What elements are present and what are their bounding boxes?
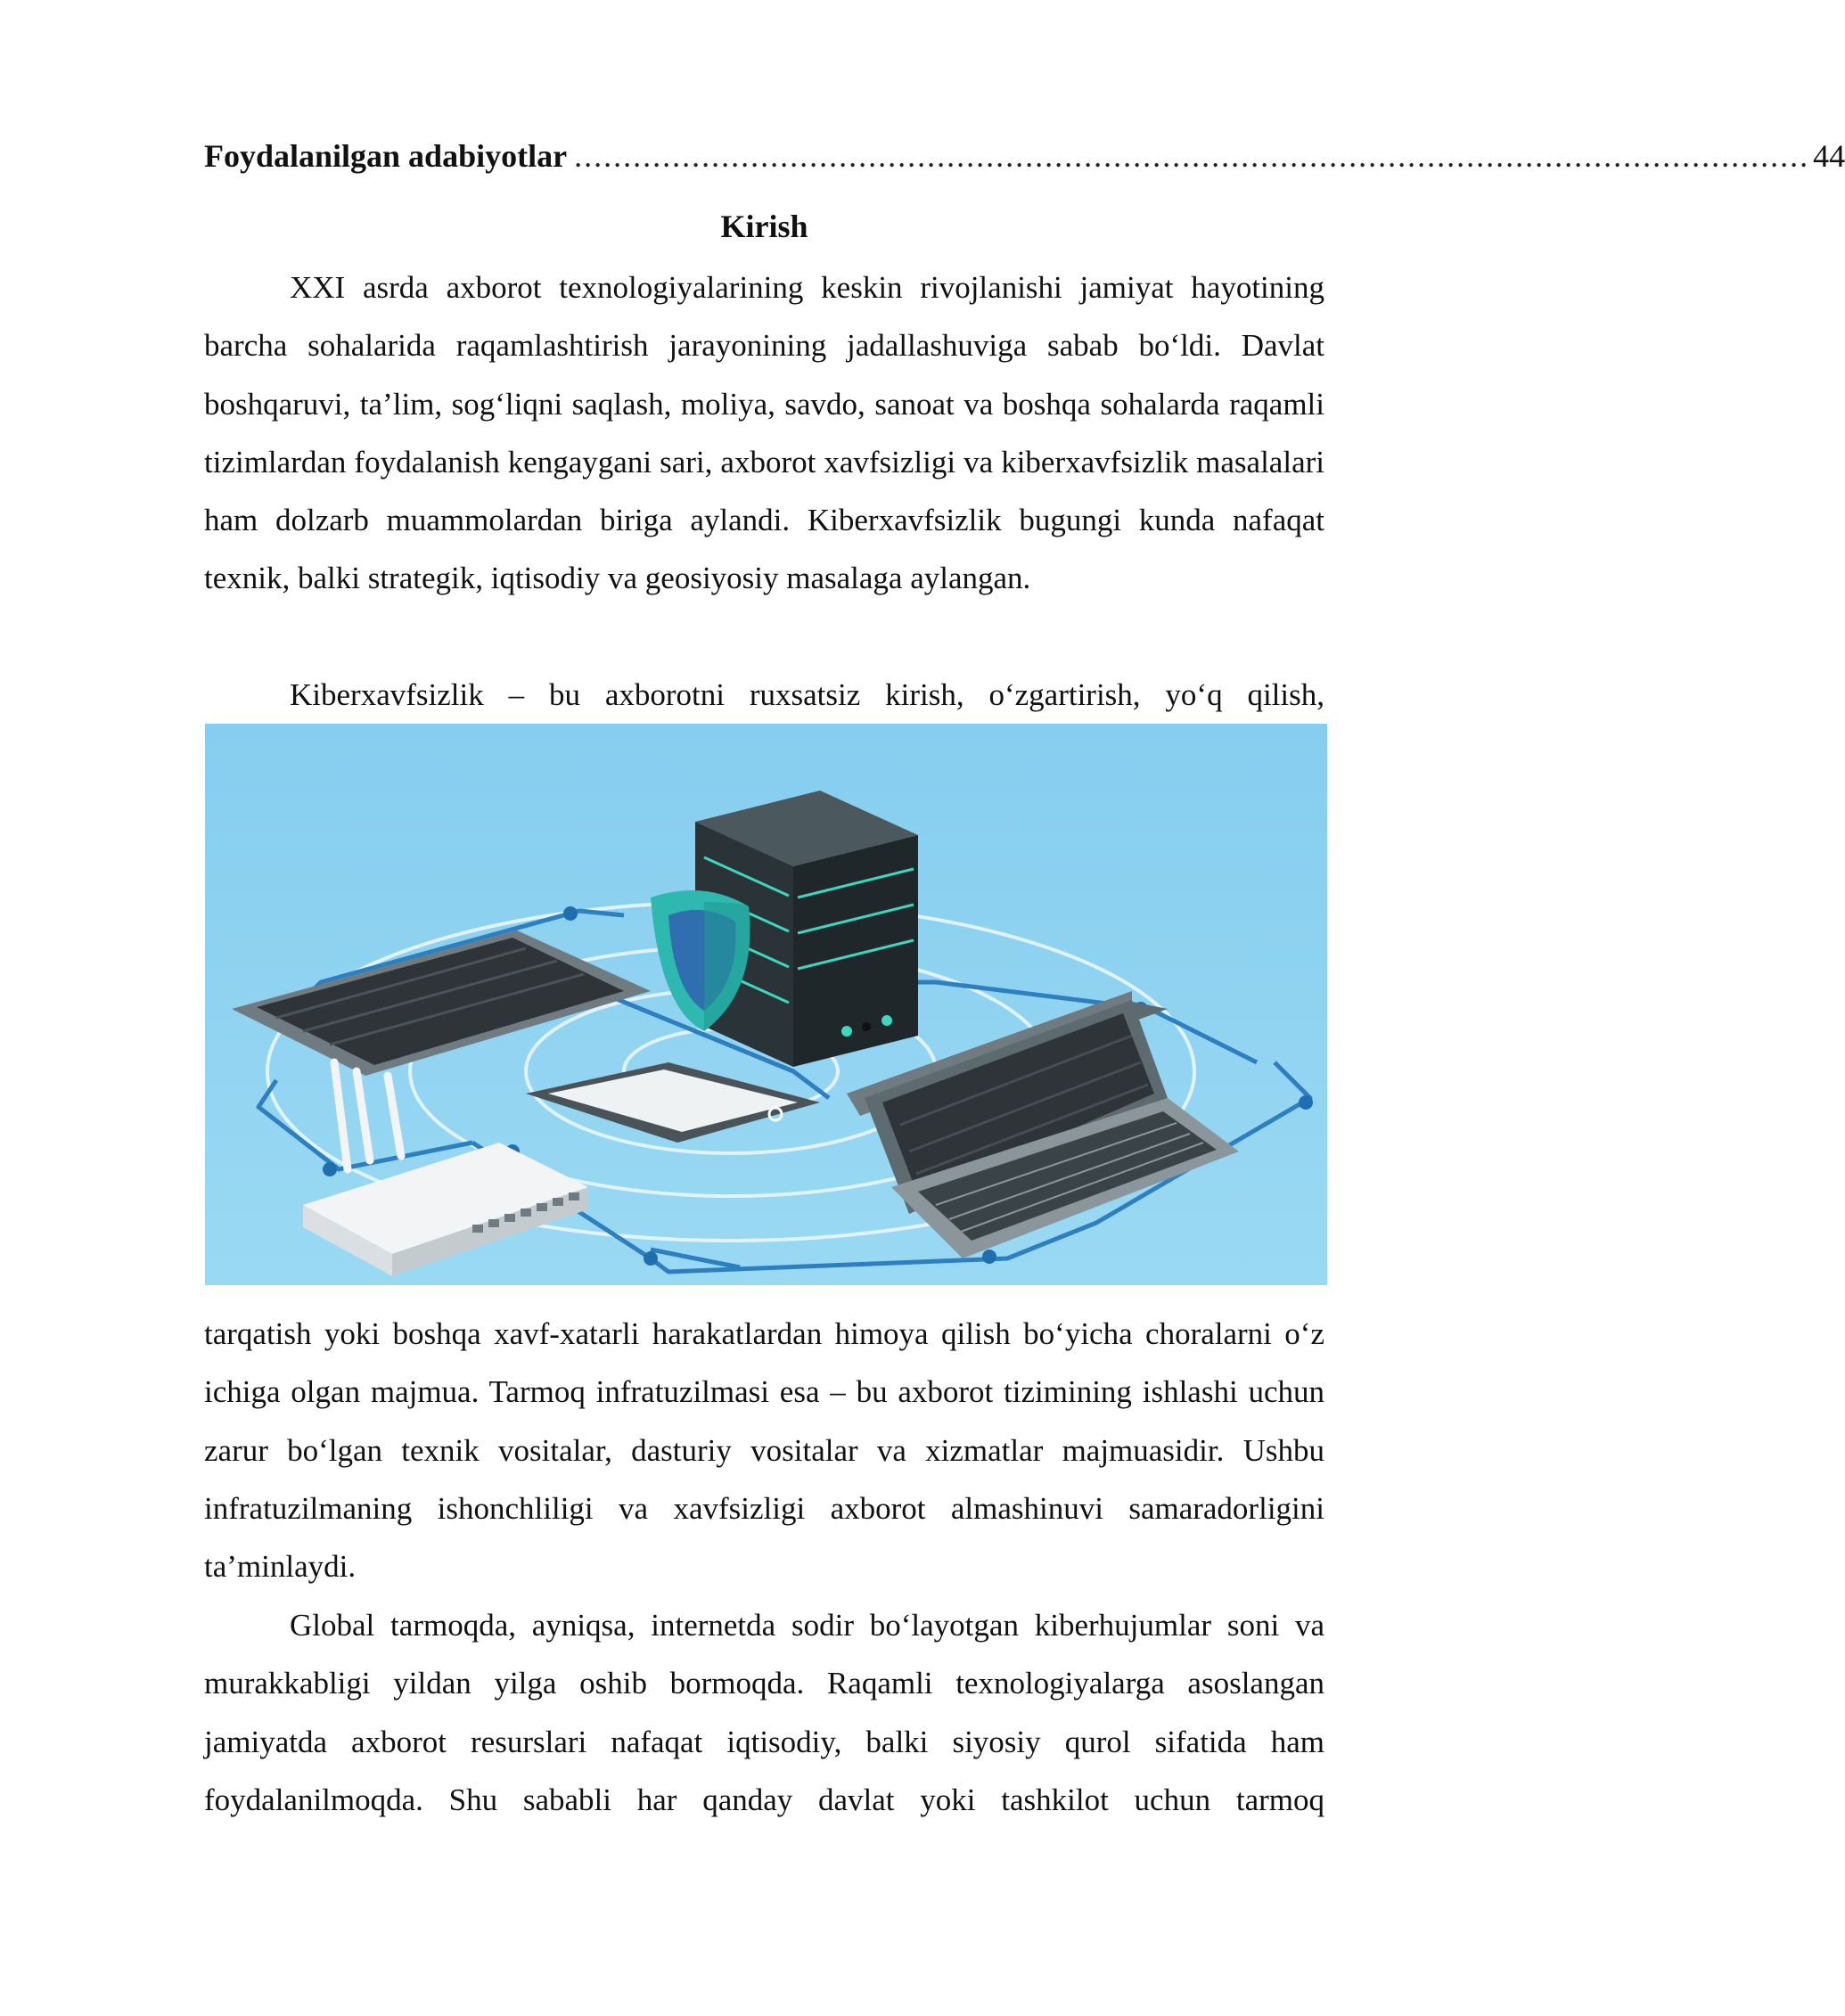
cybersecurity-illustration [205, 724, 1327, 1285]
toc-entry-title: Foydalanilgan adabiyotlar [204, 138, 568, 174]
toc-page-number: 44 [1813, 138, 1845, 174]
network-security-image [205, 724, 1327, 1285]
paragraph-global-threats: Global tarmoqda, ayniqsa, internetda sodir bo‘layotgan kiberhujumlar soni va murakkabligi yildan yilga oshib bormoqda. Raqamli texnologiyalarga asoslangan jamiyatda axborot resurslari nafaqat iqtisodiy, balki siyosiy qurol sifatida ham foydalanilmoqda. Shu sababli har qanday davlat yoki tashkilot uchun tarmoq [204, 1608, 1324, 1817]
section-heading: Kirish [720, 209, 808, 244]
paragraph-definition-continued: tarqatish yoki boshqa xavf-xatarli harakatlardan himoya qilish bo‘yicha choralarni o‘z ichiga olgan majmua. Tarmoq infratuzilmasi esa – bu axborot tizimining ishlashi uchun zarur bo‘lgan texnik vositalar, dasturiy vositalar va xizmatlar majmuasidir. Ushbu infratuzilmaning ishonchliligi va xavfsizligi axborot almashinuvi samaradorligini ta’minlaydi. [204, 1316, 1324, 1585]
paragraph-definition-start: Kiberxavfsizlik – bu axborotni ruxsatsiz kirish, o‘zgartirish, yo‘q qilish, [290, 677, 1324, 712]
toc-entry[interactable] [204, 134, 1845, 178]
paragraph-intro: XXI asrda axborot texnologiyalarining keskin rivojlanishi jamiyat hayotining barcha sohalarida raqamlashtirish jarayonining jadallashuviga sabab bo‘ldi. Davlat boshqaruvi, ta’lim, sog‘liqni saqlash, moliya, savdo, sanoat va boshqa sohalarda raqamli tizimlardan foydalanish kengaygani sari, axborot xavfsizligi va kiberxavfsizlik masalalari ham dolzarb muammolardan biriga aylandi. Kiberxavfsizlik bugungi kunda nafaqat texnik, balki strategik, iqtisodiy va geosiyosiy masalaga aylangan. [204, 270, 1324, 596]
toc-leader-dots: .............................................................................................................................. [574, 138, 1810, 174]
